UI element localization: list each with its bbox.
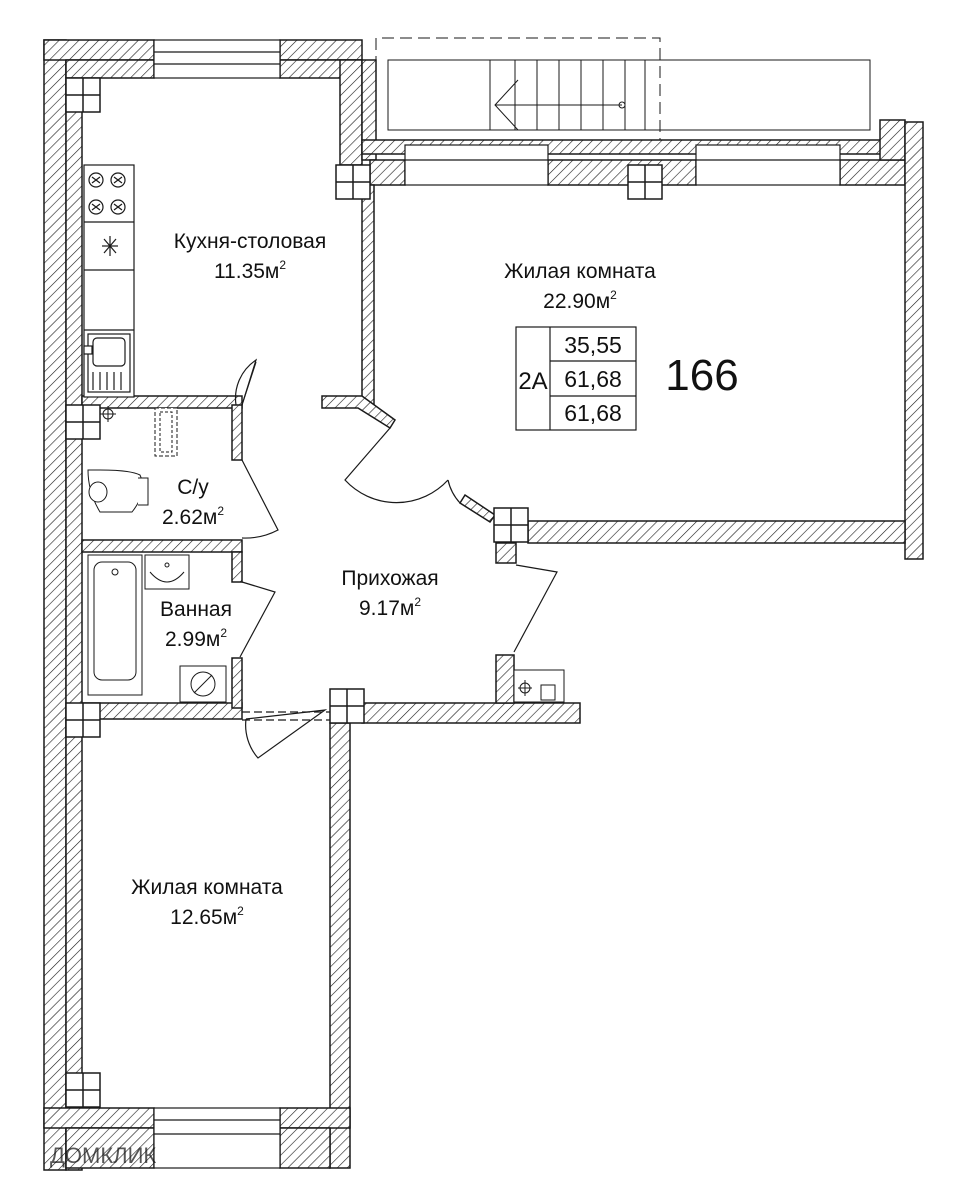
room-name-living-2: Жилая комната [131, 876, 283, 899]
column [330, 689, 364, 723]
washbasin-icon [145, 555, 189, 589]
watermark: ДОМКЛИК [50, 1143, 157, 1168]
toilet-icon [88, 470, 148, 512]
column [66, 703, 100, 737]
column [66, 1073, 100, 1107]
room-area-living-2: $12.65м^2$ [170, 904, 244, 929]
bathtub-icon [88, 555, 142, 695]
apartment-number: 166 [665, 351, 739, 400]
room-area-living-1: $22.90м^2$ [543, 288, 617, 313]
info-box-living-area: 35,55 [564, 332, 622, 358]
kitchen-fixtures [84, 165, 134, 397]
sink-icon [84, 334, 130, 392]
column [628, 165, 662, 199]
snowflake-icon [102, 236, 118, 256]
room-area-hallway: $9.17м^2$ [359, 595, 421, 620]
info-box-total-area: 61,68 [564, 366, 622, 392]
room-name-wc: С/у [177, 476, 209, 499]
column [66, 78, 100, 112]
info-box-total-area-2: 61,68 [564, 400, 622, 426]
column [494, 508, 528, 542]
meter-box [514, 670, 564, 702]
room-area-wc: $2.62м^2$ [162, 504, 224, 529]
room-area-kitchen: $11.35м^2$ [213, 258, 287, 283]
room-name-hallway: Прихожая [341, 567, 439, 590]
column [66, 405, 100, 439]
room-name-living-1: Жилая комната [504, 260, 656, 283]
room-area-bathroom: $2.99м^2$ [165, 626, 227, 651]
balcony [376, 38, 870, 140]
room-name-bathroom: Ванная [160, 598, 232, 621]
windows [154, 40, 840, 1168]
wc-fixtures [88, 406, 177, 512]
info-box-type: 2А [518, 368, 548, 395]
column [336, 165, 370, 199]
room-name-kitchen: Кухня-столовая [173, 230, 327, 253]
washing-machine-icon [180, 666, 226, 702]
